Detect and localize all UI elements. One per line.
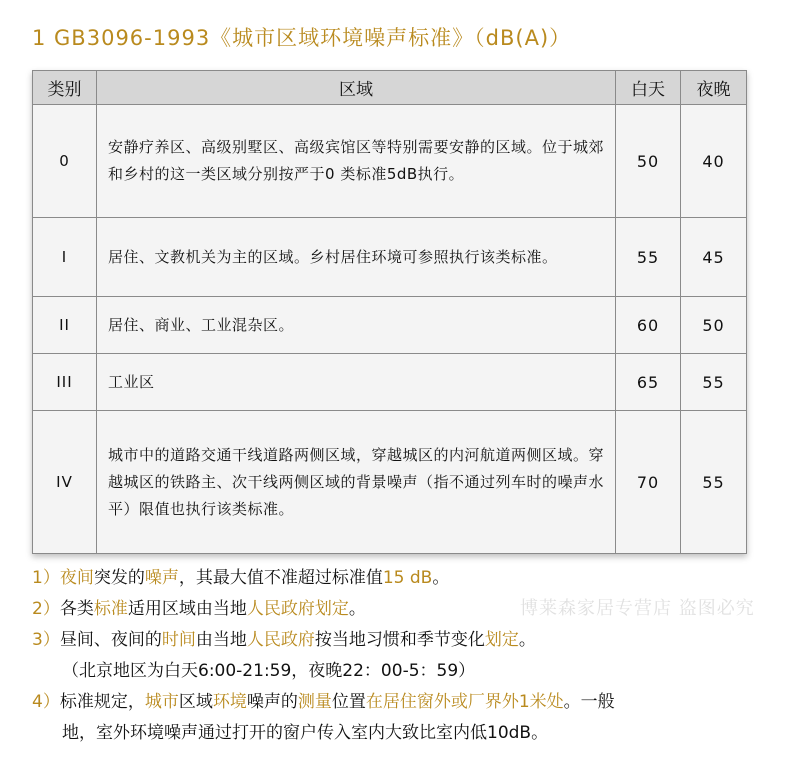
- note-highlight: 在居住窗外或厂界外1米处: [365, 692, 564, 712]
- note-text: 昼间、夜间的: [59, 630, 162, 650]
- region-cell: 居住、文教机关为主的区域。乡村居住环境可参照执行该类标准。: [97, 218, 616, 297]
- header-day: 白天: [616, 71, 681, 105]
- note-highlight: 噪声: [144, 568, 179, 588]
- note-text: 。一般: [563, 692, 615, 712]
- note-text: 突发的: [93, 568, 145, 588]
- day-limit-cell: 50: [616, 105, 681, 218]
- note-text: 标准规定，: [59, 692, 145, 712]
- note-text: 由当地: [195, 630, 247, 650]
- noise-standard-table: [32, 70, 747, 554]
- day-limit-cell: 55: [616, 218, 681, 297]
- category-cell: 0: [33, 105, 97, 218]
- note-text: 。: [518, 630, 536, 650]
- page-title: 1 GB3096-1993《城市区域环境噪声标准》（dB(A)）: [32, 26, 572, 50]
- notes-list: [32, 563, 772, 749]
- note-number: 3）: [32, 630, 60, 650]
- night-limit-cell: 55: [681, 354, 747, 411]
- day-limit-cell: 65: [616, 354, 681, 411]
- category-cell: III: [33, 354, 97, 411]
- category-cell: IV: [33, 411, 97, 554]
- night-limit-cell: 50: [681, 297, 747, 354]
- night-limit-cell: 45: [681, 218, 747, 297]
- note-line: [32, 625, 772, 656]
- note-highlight: 标准: [93, 599, 128, 619]
- table-row: [33, 105, 747, 218]
- night-limit-cell: 40: [681, 105, 747, 218]
- note-line: [32, 687, 772, 718]
- note-highlight: 15 dB: [382, 568, 433, 588]
- region-cell: 安静疗养区、高级别墅区、高级宾馆区等特别需要安静的区域。位于城郊和乡村的这一类区域分别按严于0 类标准5dB执行。: [97, 105, 616, 218]
- note-highlight: 测量: [297, 692, 332, 712]
- note-line: [32, 656, 772, 687]
- note-text: 各类: [59, 599, 94, 619]
- note-highlight: 夜间: [59, 568, 94, 588]
- note-text: 位置: [331, 692, 366, 712]
- note-line: [32, 563, 772, 594]
- note-highlight: 划定: [484, 630, 519, 650]
- table-row: [33, 354, 747, 411]
- header-region: 区域: [97, 71, 616, 105]
- note-text: 适用区域由当地: [127, 599, 247, 619]
- header-category: 类别: [33, 71, 97, 105]
- note-line: [32, 718, 772, 749]
- note-text: 区域: [178, 692, 213, 712]
- note-text: 。: [348, 599, 366, 619]
- note-text: ，其最大值不准超过标准值: [178, 568, 383, 588]
- note-text: （北京地区为白天6:00-21:59，夜晚22：00-5：59）: [62, 661, 476, 681]
- table-row: [33, 411, 747, 554]
- category-cell: II: [33, 297, 97, 354]
- table-row: [33, 297, 747, 354]
- table-header-row: [33, 71, 747, 105]
- night-limit-cell: 55: [681, 411, 747, 554]
- day-limit-cell: 60: [616, 297, 681, 354]
- category-cell: I: [33, 218, 97, 297]
- day-limit-cell: 70: [616, 411, 681, 554]
- note-highlight: 人民政府划定: [246, 599, 349, 619]
- region-cell: 城市中的道路交通干线道路两侧区域，穿越城区的内河航道两侧区域。穿越城区的铁路主、次干线两侧区域的背景噪声（指不通过列车时的噪声水平）限值也执行该类标准。: [97, 411, 616, 554]
- note-text: 噪声的: [246, 692, 298, 712]
- note-highlight: 城市: [144, 692, 179, 712]
- note-text: 。: [432, 568, 450, 588]
- table-row: [33, 218, 747, 297]
- watermark: 博莱森家居专营店 盗图必究: [520, 598, 755, 619]
- region-cell: 居住、商业、工业混杂区。: [97, 297, 616, 354]
- note-highlight: 环境: [212, 692, 247, 712]
- note-number: 2）: [32, 599, 60, 619]
- note-highlight: 时间: [161, 630, 196, 650]
- note-highlight: 人民政府: [246, 630, 315, 650]
- header-night: 夜晚: [681, 71, 747, 105]
- region-cell: 工业区: [97, 354, 616, 411]
- note-text: 地，室外环境噪声通过打开的窗户传入室内大致比室内低10dB。: [62, 723, 549, 743]
- note-number: 4）: [32, 692, 60, 712]
- note-number: 1）: [32, 568, 60, 588]
- note-text: 按当地习惯和季节变化: [314, 630, 485, 650]
